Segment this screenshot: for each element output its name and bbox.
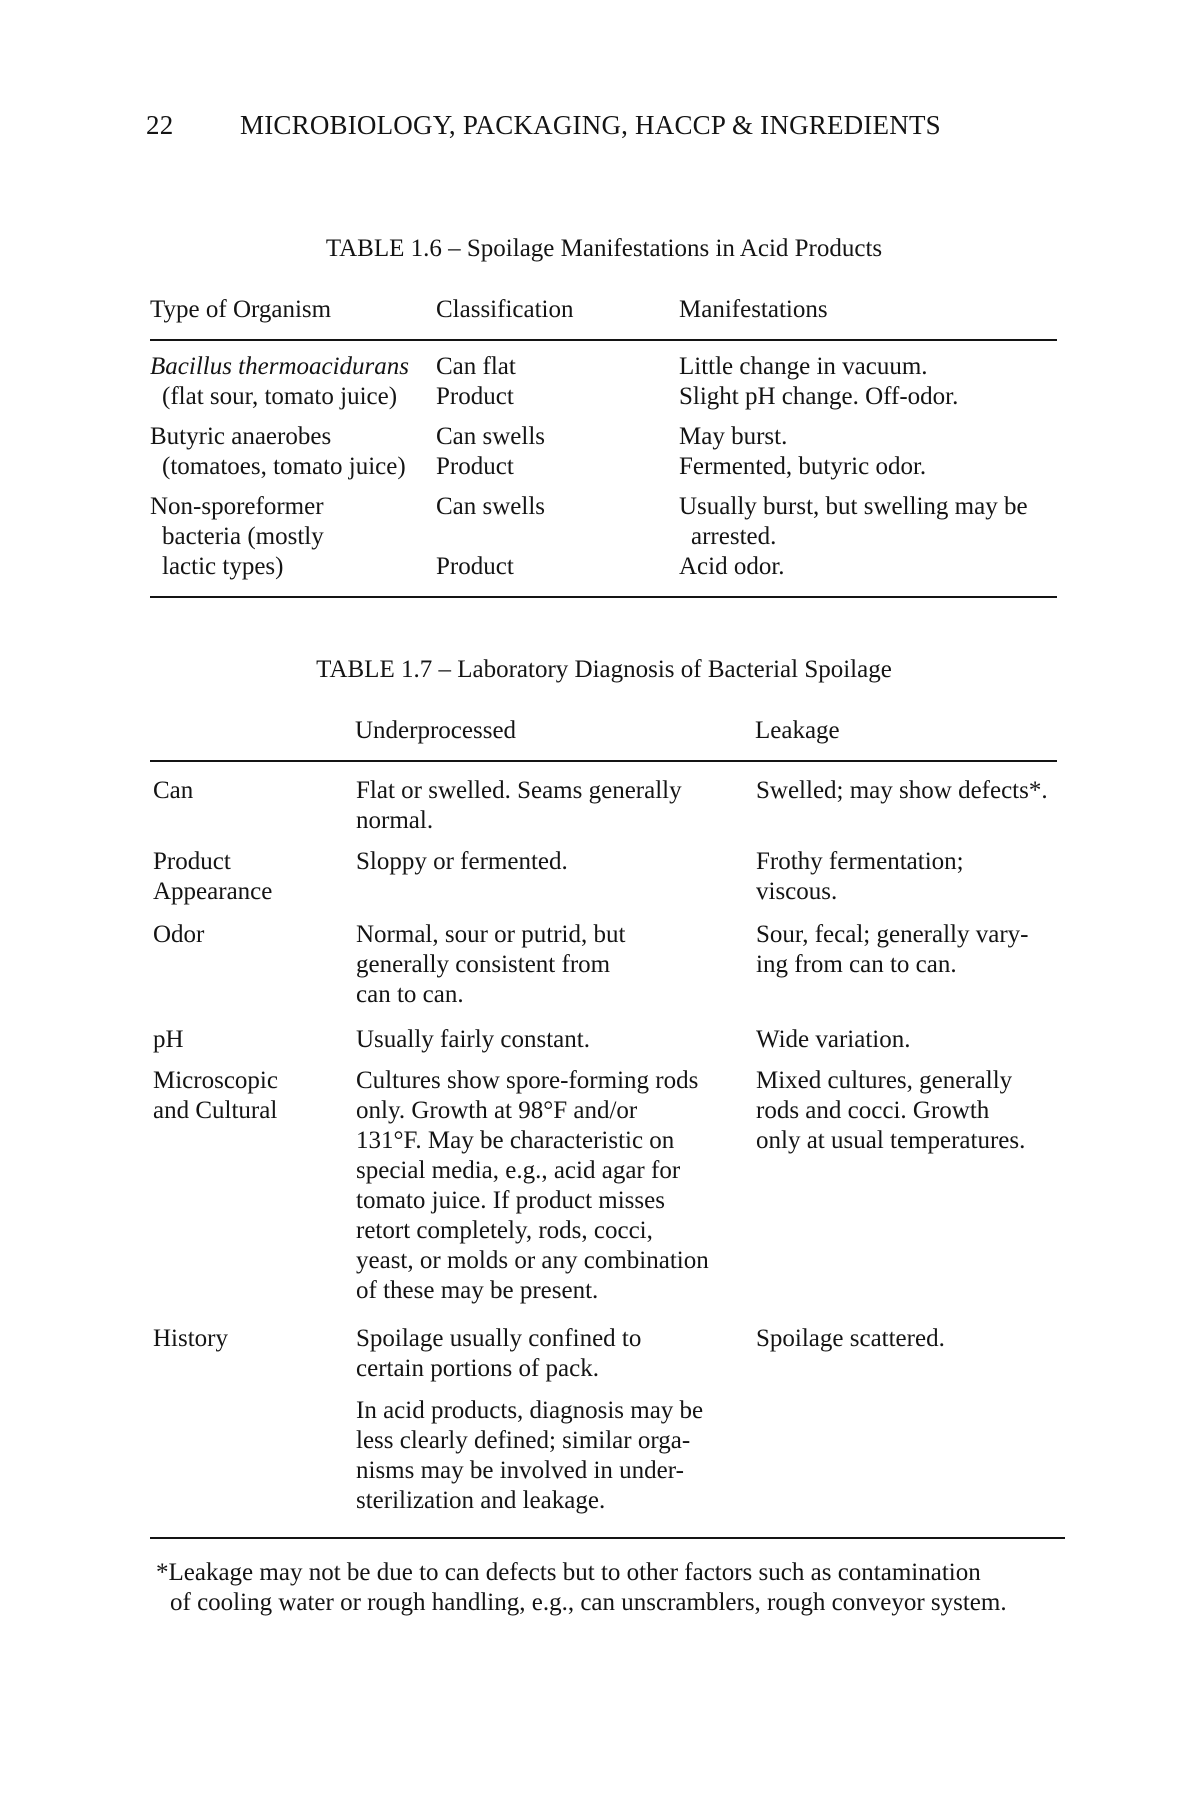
organism-name: Non-sporeformer	[150, 493, 324, 520]
organism-cell	[150, 422, 432, 482]
cell-line: only. Growth at 98°F and/or	[356, 1097, 638, 1124]
running-head-title: MICROBIOLOGY, PACKAGING, HACCP & INGREDIENTS	[240, 110, 941, 140]
table-1-7-bottom-rule	[150, 1537, 1065, 1539]
leakage-cell	[756, 776, 1068, 806]
classification-line: Product	[436, 453, 514, 480]
footnote-line: of cooling water or rough handling, e.g., can unscramblers, rough conveyor system.	[170, 1589, 1007, 1616]
cell-line: certain portions of pack.	[356, 1355, 599, 1382]
table-1-6-title: TABLE 1.6 – Spoilage Manifestations in Acid Products	[325, 235, 883, 262]
cell-line: nisms may be involved in under-	[356, 1457, 684, 1484]
organism-cell	[150, 492, 432, 582]
underprocessed-cell	[356, 1324, 746, 1384]
header-manifestations: Manifestations	[679, 296, 828, 323]
cell-line: sterilization and leakage.	[356, 1487, 606, 1514]
leakage-cell	[756, 847, 1068, 907]
running-head	[146, 110, 941, 140]
leakage-cell	[756, 1324, 1068, 1354]
row-label	[153, 847, 343, 907]
manifestation-line: Acid odor.	[679, 553, 785, 580]
manifestation-line: May burst.	[679, 423, 788, 450]
table-1-6-header	[150, 295, 1057, 341]
manifestation-line: Usually burst, but swelling may be	[679, 493, 1028, 520]
cell-line: generally consistent from	[356, 951, 611, 978]
cell-line: Flat or swelled. Seams generally	[356, 777, 682, 804]
manifestations-cell	[679, 492, 1059, 582]
row-label	[153, 1324, 343, 1354]
underprocessed-cell	[356, 1396, 746, 1516]
row-label-line: Can	[153, 777, 194, 804]
underprocessed-cell	[356, 1025, 746, 1055]
cell-line: tomato juice. If product misses	[356, 1187, 665, 1214]
cell-line: of these may be present.	[356, 1277, 599, 1304]
row-label-line: History	[153, 1325, 228, 1352]
footnote-line: *Leakage may not be due to can defects but to other factors such as contamination	[156, 1559, 981, 1586]
header-leakage: Leakage	[755, 717, 840, 744]
footnote	[156, 1558, 1096, 1618]
cell-line: retort completely, rods, cocci,	[356, 1217, 653, 1244]
cell-line: Wide variation.	[756, 1026, 911, 1053]
header-underprocessed: Underprocessed	[355, 717, 517, 744]
table-1-6-body	[150, 352, 1057, 598]
cell-line: less clearly defined; similar orga-	[356, 1427, 691, 1454]
cell-line: Spoilage scattered.	[756, 1325, 945, 1352]
cell-line: Sour, fecal; generally vary-	[756, 921, 1029, 948]
classification-cell	[436, 492, 666, 582]
row-label	[153, 1066, 343, 1126]
header-classification: Classification	[436, 296, 574, 323]
row-label-line: Product	[153, 848, 231, 875]
underprocessed-cell	[356, 776, 746, 836]
cell-line: only at usual temperatures.	[756, 1127, 1026, 1154]
row-label	[153, 1025, 343, 1055]
row-label-line: Odor	[153, 921, 205, 948]
cell-line: Usually fairly constant.	[356, 1026, 590, 1053]
table-1-7-header	[150, 716, 1057, 762]
table-1-7-title: TABLE 1.7 – Laboratory Diagnosis of Bacterial Spoilage	[316, 656, 892, 683]
row-label-line: pH	[153, 1026, 184, 1053]
manifestations-cell	[679, 422, 1059, 482]
cell-line: Normal, sour or putrid, but	[356, 921, 626, 948]
manifestation-line: arrested.	[691, 523, 777, 550]
page-number: 22	[146, 110, 174, 140]
classification-cell	[436, 422, 666, 482]
classification-line: Product	[436, 383, 514, 410]
cell-line: can to can.	[356, 981, 464, 1008]
cell-line: ing from can to can.	[756, 951, 957, 978]
cell-line: rods and cocci. Growth	[756, 1097, 990, 1124]
classification-line: Can swells	[436, 423, 546, 450]
organism-note: lactic types)	[162, 553, 284, 580]
leakage-cell	[756, 1066, 1068, 1156]
manifestation-line: Fermented, butyric odor.	[679, 453, 927, 480]
classification-cell	[436, 352, 666, 412]
leakage-cell	[756, 1025, 1068, 1055]
cell-line: 131°F. May be characteristic on	[356, 1127, 675, 1154]
header-type-of-organism: Type of Organism	[150, 296, 332, 323]
cell-line: Spoilage usually confined to	[356, 1325, 642, 1352]
row-label-line: Microscopic	[153, 1067, 278, 1094]
classification-line: Product	[436, 553, 514, 580]
cell-line: special media, e.g., acid agar for	[356, 1157, 681, 1184]
cell-line: Frothy fermentation;	[756, 848, 964, 875]
cell-line: Sloppy or fermented.	[356, 848, 568, 875]
cell-line: Swelled; may show defects*.	[756, 777, 1048, 804]
organism-note: (flat sour, tomato juice)	[162, 383, 398, 410]
organism-name: Butyric anaerobes	[150, 423, 332, 450]
organism-note: bacteria (mostly	[162, 523, 324, 550]
organism-name: Bacillus thermoacidurans	[150, 353, 410, 380]
row-label-line: Appearance	[153, 878, 273, 905]
classification-line: Can swells	[436, 493, 546, 520]
cell-line: Mixed cultures, generally	[756, 1067, 1013, 1094]
cell-line: normal.	[356, 807, 434, 834]
row-label	[153, 920, 343, 950]
underprocessed-cell	[356, 920, 746, 1010]
cell-line: viscous.	[756, 878, 838, 905]
row-label	[153, 776, 343, 806]
cell-line: In acid products, diagnosis may be	[356, 1397, 704, 1424]
manifestation-line: Slight pH change. Off-odor.	[679, 383, 959, 410]
underprocessed-cell	[356, 1066, 746, 1306]
organism-note: (tomatoes, tomato juice)	[162, 453, 406, 480]
manifestations-cell	[679, 352, 1059, 412]
classification-line: Can flat	[436, 353, 516, 380]
cell-line: yeast, or molds or any combination	[356, 1247, 709, 1274]
row-label-line: and Cultural	[153, 1097, 278, 1124]
cell-line: Cultures show spore-forming rods	[356, 1067, 699, 1094]
manifestation-line: Little change in vacuum.	[679, 353, 928, 380]
organism-cell	[150, 352, 432, 412]
underprocessed-cell	[356, 847, 746, 877]
leakage-cell	[756, 920, 1068, 980]
